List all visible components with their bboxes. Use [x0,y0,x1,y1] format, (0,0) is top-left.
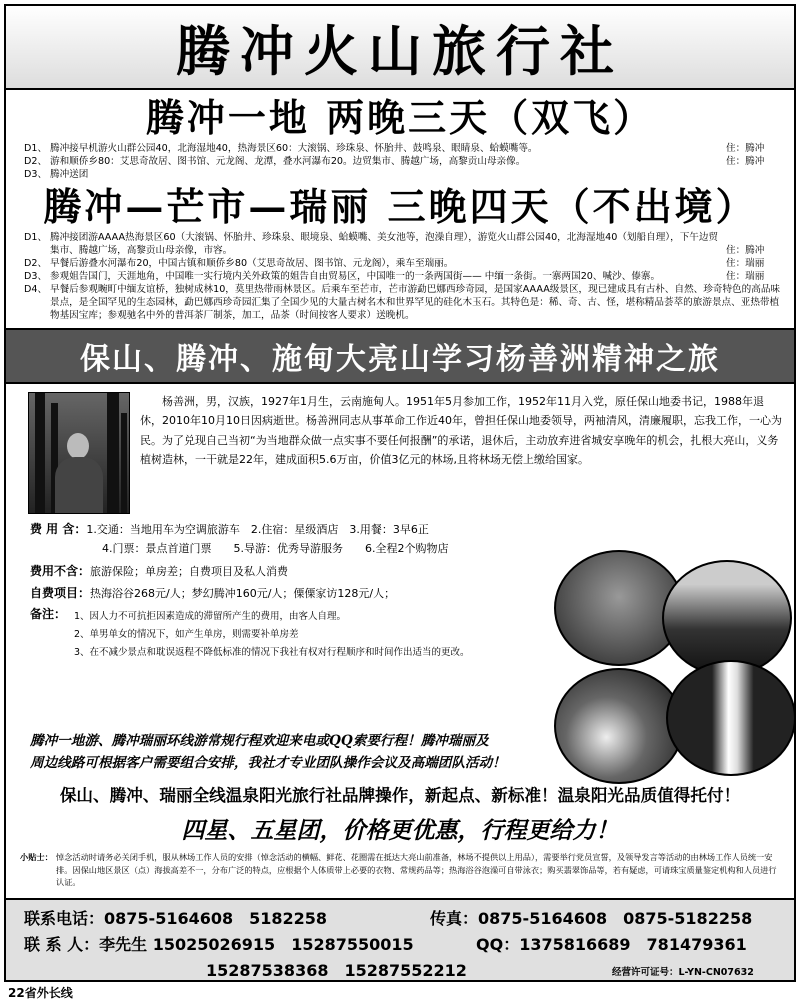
scenery-photo-mountain [662,560,792,676]
phone-line: 联系电话：0875-5164608 5182258 [24,909,328,928]
itinerary-day: D1、 腾冲接早机游火山群公园40，北海湿地40，热海景区60：大滚锅、珍珠泉、怀胎井、鼓鸣泉、眼睛泉、蛤蟆嘴等。 住：腾冲 [24,143,765,154]
agency-name: 腾冲火山旅行社 [176,18,624,83]
fax-line: 传真：0875-5164608 0875-5182258 [430,909,753,928]
tour3-banner [6,328,794,384]
promo-line-4: 四星、五星团，价格更优惠，行程更给力！ [181,817,619,844]
self-paid-items: 自费项目：热海浴谷268元/人；梦幻腾冲160元/人；傈傈家访128元/人； [30,586,396,600]
agency-banner [6,6,794,90]
tour1-title: 腾冲一地 两晚三天（双飞） [145,95,655,140]
mobile-line: 15287538368 15287552212 [206,961,467,980]
contact-section [6,898,794,982]
fee-included-line2: 4.门票：景点首道门票 5.导游：优秀导游服务 6.全程2个购物店 [102,542,449,555]
itinerary-day: D2、 早餐后游叠水河瀑布20，中国古镇和顺侨乡80（艾思奇故居、图书馆、元龙阁），乘车至瑞丽。 住：瑞丽 [24,258,765,269]
license-number: 经营许可证号：L-YN-CN07632 [612,967,754,978]
biography-text: 杨善洲，男，汉族，1927年1月生，云南施甸人。1951年5月参加工作，1952年11月入党，原任保山地委书记，1988年退休，2010年10月10日因病逝世。杨善洲同志从事革命工作近40年，曾担任保山地委领导，两袖清风，清廉履职，忘我工作，一心为民。为了兑现自己当初“为当地群众做一点实事不要任何报酬”的承诺，退休后，主动放弃进省城安享晚年的机会，扎根大亮山，义务植树造林，一干就是22年，建成面积5.6万亩，价值3亿元的林场,且将林场无偿上缴给国家。 [140,395,782,467]
itinerary-day: D2、 游和顺侨乡80：艾思奇故居、图书馆、元龙阁、龙潭，叠水河瀑布20。边贸集市、腾越广场，高黎贡山母亲像。 住：腾冲 [24,156,765,167]
tips: 小贴士： 悼念活动时请务必关闭手机，服从林场工作人员的安排（悼念活动的横幅、鲜花、花圈需在抵达大亮山前准备，林场不提供以上用品），需要举行党员宣誓，及领导发言等活动的由林场工作人员统一安排。因保山地区景区（点）海拔高差不一，分布广泛的特点，应根据个人体质带上必要的衣物、常规药品等；热海浴谷泡澡可自带泳衣；购买翡翠饰品等，若有疑虑，可请珠宝质量鉴定机构和人员进行认证。 [20,852,777,888]
itinerary-day: D4、 早餐后参观畹町中缅友谊桥，独树成林10，莫里热带雨林景区。后乘车至芒市，芒市游勐巴娜西珍奇园，是国家AAAA级景区，现已建成具有古朴、自然、珍奇特色的高品味景点，是全国罕见的生态园林，勐巴娜西珍奇园汇集了全国少见的大量古树名木和世界罕见的硅化木玉石。其特色是：稀、奇、古、怪，堪称精品荟萃的旅游景点、亚热带植物基因宝库；参观驰名中外的普洱茶厂制茶，加工，品茶（时间按客人要求）送晚机。 [24,284,781,321]
tour2-title: 腾冲—芒市—瑞丽 三晚四天（不出境） [43,184,757,229]
promo-line-3: 保山、腾冲、瑞丽全线温泉阳光旅行社品牌操作，新起点、新标准！温泉阳光品质值得托付！ [59,786,741,805]
tour2-itinerary [6,231,794,322]
ad-page [4,4,796,982]
itinerary-day: D3、 腾冲送团 [24,169,89,180]
page-footer: 22省外长线 [8,986,73,1000]
biography-section [6,384,794,510]
tour1-itinerary [6,142,794,181]
itinerary-day: D1、 腾冲接团游AAAA热海景区60（大滚锅、怀胎井、珍珠泉、眼境泉、蛤蟆嘴、美女池等，泡澡自理），游览火山群公园40，北海湿地40（划船自理），下午边贸集市、腾越广场，高黎贡山母亲像，市容。 住：腾冲 [24,232,765,256]
qq-line: QQ：1375816689 781479361 [476,935,747,954]
remarks-label: 备注： [30,607,67,621]
fee-included: 费 用 含：1.交通：当地用车为空调旅游车 2.住宿：星级酒店 3.用餐：3早6正 [30,522,429,536]
portrait-photo [28,392,130,514]
promo-line-2: 周边线路可根据客户需要组合安排，我社才专业团队操作会议及高端团队活动！ [30,755,506,771]
itinerary-day: D3、 参观姐告国门，天涯地角，中国唯一实行境内关外政策的姐告自由贸易区，中国唯一的一条两国街—— 中缅一条街。一寨两国20、喊沙、傣寨。 住：瑞丽 [24,271,765,282]
contact-person-line: 联 系 人：李先生 15025026915 15287550015 [24,935,414,954]
tour3-title: 保山、腾冲、施甸大亮山学习杨善洲精神之旅 [80,342,720,377]
fee-excluded: 费用不含：旅游保险；单房差；自费项目及私人消费 [30,564,289,578]
promo-section [6,730,794,889]
remarks: 1、因人力不可抗拒因素造成的滞留所产生的费用，由客人自理。 2、单男单女的情况下，如产生单房，则需要补单房差 3、在不减少景点和耽误返程不降低标准的情况下我社有权对行程顺序和时间作出适当的更改。 [74,611,470,658]
promo-line-1: 腾冲一地游、腾冲瑞丽环线游常规行程欢迎来电或QQ索要行程！腾冲瑞丽及 [30,733,489,749]
